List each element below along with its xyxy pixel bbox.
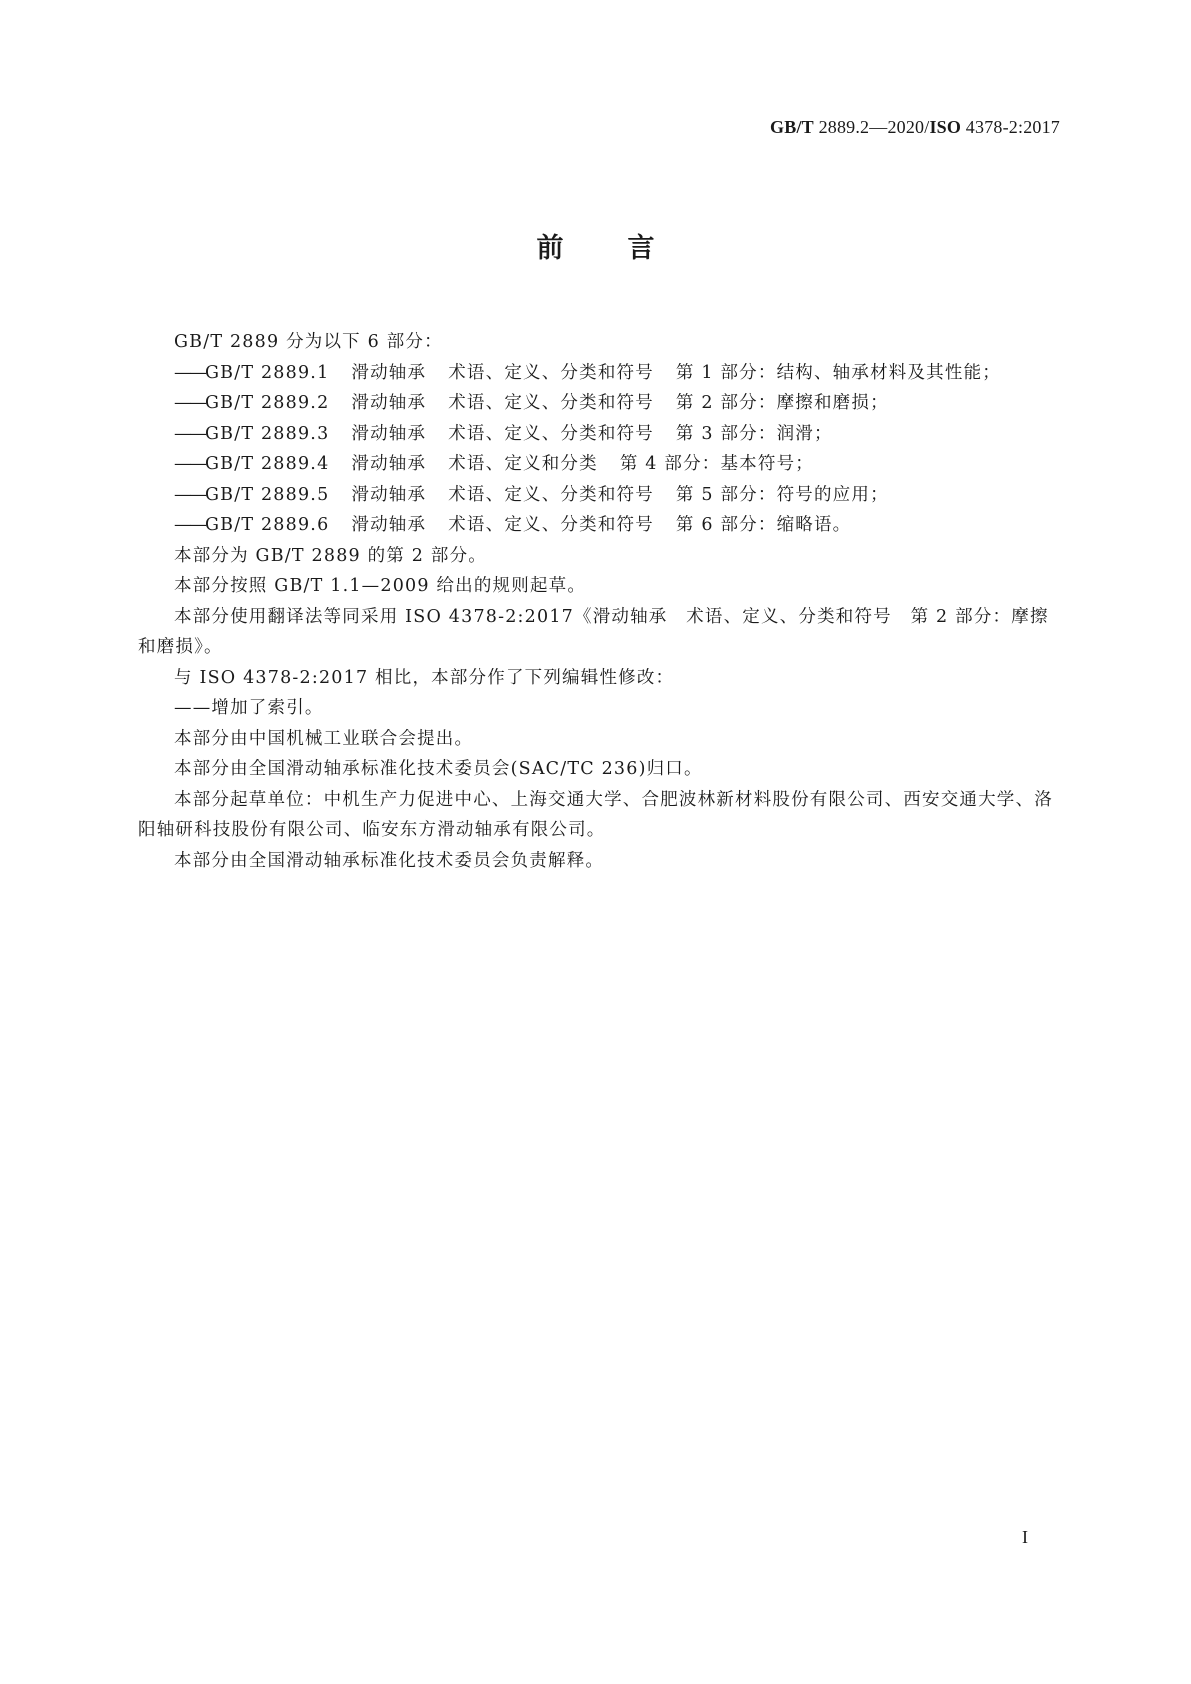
paragraph-proposer: 本部分由中国机械工业联合会提出。 — [174, 728, 474, 749]
parts-list — [138, 358, 1060, 541]
paragraph-adoption: 本部分使用翻译法等同采用 ISO 4378-2:2017《滑动轴承 术语、定义、分类和符号 第 2 部分：摩擦和磨损》。 — [138, 606, 1049, 657]
list-item: ——GB/T 2889.1 滑动轴承 术语、定义、分类和符号 第 1 部分：结构、轴承材料及其性能； — [174, 362, 1001, 383]
list-item: ——GB/T 2889.2 滑动轴承 术语、定义、分类和符号 第 2 部分：摩擦和磨损； — [174, 393, 889, 413]
page-number: I — [1022, 1527, 1028, 1547]
list-item: ——GB/T 2889.4 滑动轴承 术语、定义和分类 第 4 部分：基本符号； — [174, 454, 814, 474]
paragraph-drafters: 本部分起草单位：中机生产力促进中心、上海交通大学、合肥波林新材料股份有限公司、西安交通大学、洛阳轴研科技股份有限公司、临安东方滑动轴承有限公司。 — [138, 789, 1053, 840]
list-item: ——GB/T 2889.3 滑动轴承 术语、定义、分类和符号 第 3 部分：润滑； — [174, 423, 833, 444]
paragraph-committee: 本部分由全国滑动轴承标准化技术委员会(SAC/TC 236)归口。 — [174, 759, 703, 779]
paragraph-interpretation: 本部分由全国滑动轴承标准化技术委员会负责解释。 — [174, 850, 605, 871]
paragraph-part-number: 本部分为 GB/T 2889 的第 2 部分。 — [174, 545, 487, 566]
page-title — [0, 226, 1191, 265]
header-iso-number: 4378-2:2017 — [965, 117, 1060, 137]
header-standard-code: GB/T — [770, 117, 814, 137]
list-item: ——GB/T 2889.5 滑动轴承 术语、定义、分类和符号 第 5 部分：符号的应用； — [174, 484, 889, 505]
list-item: ——GB/T 2889.6 滑动轴承 术语、定义、分类和符号 第 6 部分：缩略语。 — [174, 515, 852, 535]
title-char-2: 言 — [627, 233, 655, 264]
header-number: 2889.2—2020/ — [818, 117, 930, 137]
modification-item: ——增加了索引。 — [174, 698, 324, 718]
intro-paragraph: GB/T 2889 分为以下 6 部分： — [174, 332, 443, 352]
paragraph-modifications: 与 ISO 4378-2:2017 相比，本部分作了下列编辑性修改： — [174, 667, 675, 688]
paragraph-drafting-rules: 本部分按照 GB/T 1.1—2009 给出的规则起草。 — [174, 576, 587, 596]
header-iso: ISO — [929, 117, 962, 137]
title-char-1: 前 — [536, 233, 564, 264]
document-header — [770, 117, 1060, 138]
document-body — [138, 327, 1060, 876]
